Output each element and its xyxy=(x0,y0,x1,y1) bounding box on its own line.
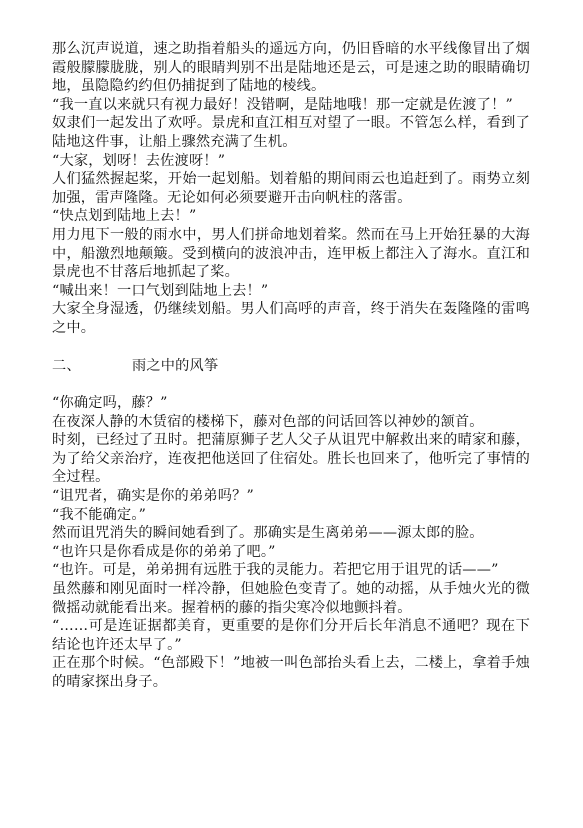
paragraph: 正在那个时候。“色部殿下！”地被一叫色部抬头看上去，二楼上，拿着手烛的晴家探出身子。 xyxy=(52,655,530,690)
section-heading xyxy=(52,357,530,376)
dialogue-line: “大家，划呀！去佐渡呀！” xyxy=(52,152,226,169)
dialogue-line: “你确定吗，藤？” xyxy=(52,395,168,412)
dialogue-line: “也许只是你看成是你的弟弟了吧。” xyxy=(52,543,276,560)
dialogue-line: “快点划到陆地上去！” xyxy=(52,208,197,225)
dialogue-line: “喊出来！一口气划到陆地上去！” xyxy=(52,282,269,299)
section-title: 雨之中的风筝 xyxy=(132,357,219,374)
dialogue-line: “诅咒者，确实是你的弟弟吗？” xyxy=(52,488,254,505)
dialogue-line: “……可是连证据都美育，更重要的是你们分开后长年消息不通吧？现在下结论也许还太早了。” xyxy=(52,618,530,653)
story-part-1 xyxy=(52,40,530,338)
paragraph: 大家全身湿透，仍继续划船。男人们高呼的声音，终于消失在轰隆隆的雷鸣之中。 xyxy=(52,301,530,336)
paragraph: 用力甩下一般的雨水中，男人们拼命地划着桨。然而在马上开始狂暴的大海中，船激烈地颠簸。受到横向的波浪冲击，连甲板上都注入了海水。直江和景虎也不甘落后地抓起了桨。 xyxy=(52,226,530,281)
document-page xyxy=(52,40,530,692)
paragraph: 在夜深人静的木赁宿的楼梯下，藤对色部的问话回答以神妙的颔首。 xyxy=(52,413,484,430)
paragraph: 那么沉声说道，速之助指着船头的遥远方向，仍旧昏暗的水平线像冒出了烟霞般朦朦胧胧，别人的眼睛判别不出是陆地还是云，可是速之助的眼睛确切地，虽隐隐约约但仍捕捉到了陆地的棱线。 xyxy=(52,41,530,95)
paragraph: 时刻，已经过了丑时。把蒲原狮子艺人父子从诅咒中解救出来的晴家和藤，为了给父亲治疗，连夜把他送回了住宿处。胜长也回来了，他听完了事情的全过程。 xyxy=(52,432,530,486)
paragraph: 虽然藤和刚见面时一样冷静，但她脸色变青了。她的动摇，从手烛火光的微微摇动就能看出来。握着柄的藤的指尖寒冷似地颤抖着。 xyxy=(52,581,530,616)
paragraph: 然而诅咒消失的瞬间她看到了。那确实是生离弟弟——源太郎的脸。 xyxy=(52,525,484,542)
paragraph: 奴隶们一起发出了欢呼。景虎和直江相互对望了一眼。不管怎么样，看到了陆地这件事，让船上骤然充满了生机。 xyxy=(52,115,530,150)
dialogue-line: “我一直以来就只有视力最好！没错啊，是陆地哦！那一定就是佐渡了！” xyxy=(52,96,513,113)
dialogue-line: “我不能确定。” xyxy=(52,506,147,523)
story-part-2 xyxy=(52,394,530,692)
dialogue-line: “也许。可是，弟弟拥有远胜于我的灵能力。若把它用于诅咒的话——” xyxy=(52,562,499,579)
paragraph: 人们猛然握起桨，开始一起划船。划着船的期间雨云也追赶到了。雨势立刻加强，雷声隆隆。无论如何必须要避开击向帆柱的落雷。 xyxy=(52,171,530,206)
section-number: 二、 xyxy=(52,357,81,374)
